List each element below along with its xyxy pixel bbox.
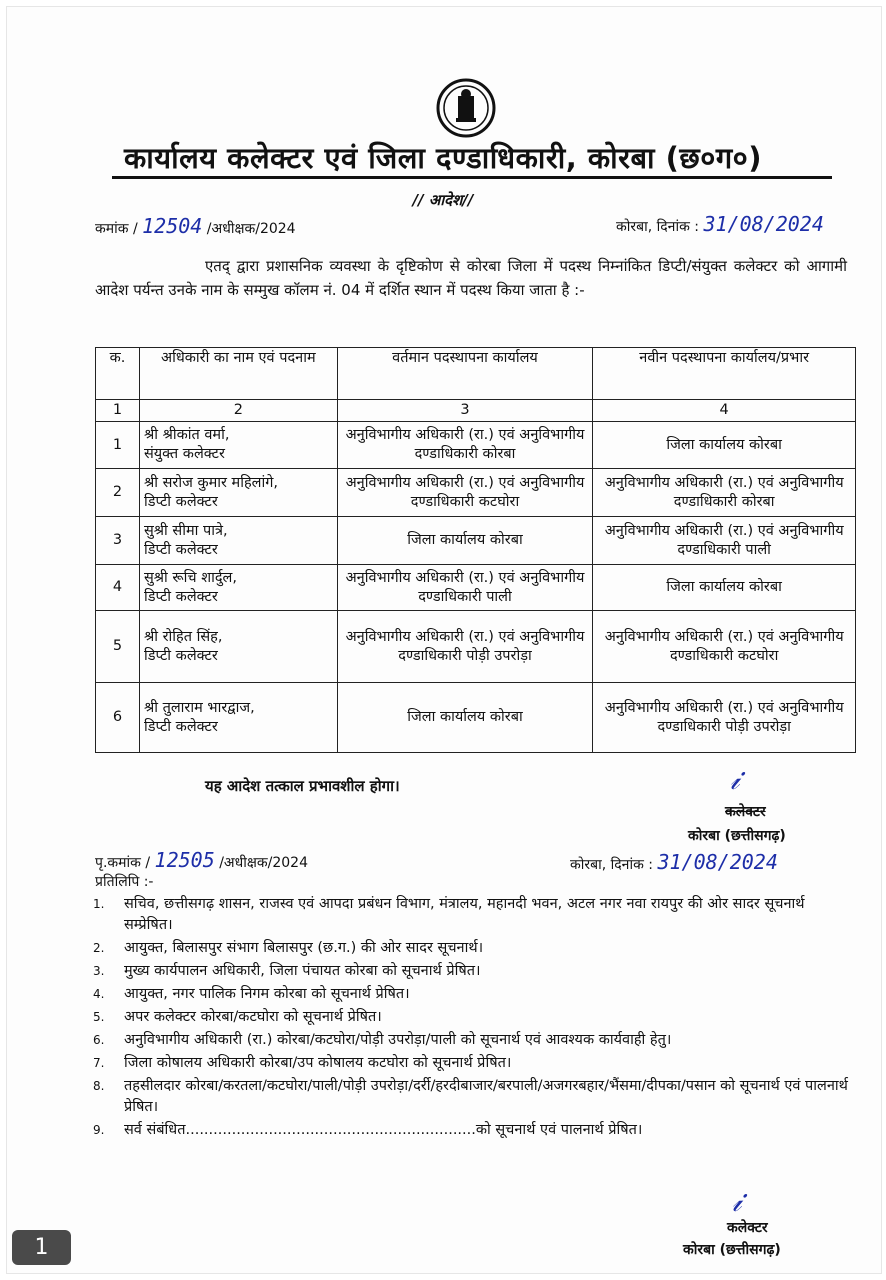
- row-serial: 5: [96, 611, 140, 683]
- order-date: 31/08/2024: [703, 212, 824, 236]
- item-number: 1.: [93, 897, 105, 911]
- item-number: 5.: [93, 1010, 105, 1024]
- officer-designation: डिप्टी कलेक्टर: [143, 718, 218, 735]
- copy-date: 31/08/2024: [657, 850, 778, 874]
- copy-ref: [95, 848, 308, 872]
- new-posting: अनुविभागीय अधिकारी (रा.) एवं अनुविभागीय दण्डाधिकारी कोरबा: [593, 469, 856, 517]
- list-item: [93, 938, 853, 959]
- copy-ref-suffix: /अधीक्षक/2024: [219, 855, 308, 871]
- officer-name: श्री श्रीकांत वर्मा,: [143, 427, 230, 443]
- collector-place: कोरबा (छत्तीसगढ़): [688, 828, 786, 844]
- column-number: 3: [337, 400, 593, 422]
- copy-place-date: [570, 850, 778, 874]
- order-place-date: [616, 212, 824, 236]
- collector-title: कलेक्टर: [725, 804, 766, 820]
- order-heading: // आदेश//: [412, 191, 474, 209]
- row-serial: 4: [96, 565, 140, 611]
- row-serial: 1: [96, 422, 140, 469]
- item-number: 3.: [93, 964, 105, 978]
- current-posting: जिला कार्यालय कोरबा: [337, 683, 593, 753]
- officer-name: सुश्री सीमा पात्रे,: [143, 522, 228, 539]
- table-row: [96, 469, 856, 517]
- item-text: अनुविभागीय अधिकारी (रा.) कोरबा/कटघोरा/पोड़ी उपरोड़ा/पाली को सूचनार्थ एवं आवश्यक कार्यवाही हेतु।: [124, 1032, 672, 1048]
- item-text: जिला कोषालय अधिकारी कोरबा/उप कोषालय कटघोरा को सूचनार्थ प्रेषित।: [124, 1055, 512, 1071]
- list-item: [93, 961, 853, 982]
- officer-cell: [139, 683, 337, 753]
- officer-designation: डिप्टी कलेक्टर: [143, 541, 218, 558]
- officer-designation: डिप्टी कलेक्टर: [143, 647, 218, 664]
- row-serial: 6: [96, 683, 140, 753]
- order-number: 12504: [142, 214, 203, 238]
- item-number: 9.: [93, 1123, 105, 1137]
- order-ref: [95, 214, 296, 238]
- officer-cell: [139, 565, 337, 611]
- posting-table: [95, 347, 856, 753]
- current-posting: अनुविभागीय अधिकारी (रा.) एवं अनुविभागीय दण्डाधिकारी कोरबा: [337, 422, 593, 469]
- item-text: आयुक्त, नगर पालिक निगम कोरबा को सूचनार्थ प्रेषित।: [124, 986, 410, 1002]
- collector-title: कलेक्टर: [727, 1220, 768, 1236]
- header-officer: अधिकारी का नाम एवं पदनाम: [139, 348, 337, 400]
- copy-ref-prefix: पृ.कमांक /: [95, 855, 151, 871]
- column-number: 2: [139, 400, 337, 422]
- list-item: [93, 1007, 853, 1028]
- effective-note: यह आदेश तत्काल प्रभावशील होगा।: [205, 777, 400, 795]
- table-header-row: [96, 348, 856, 400]
- item-text: आयुक्त, बिलासपुर संभाग बिलासपुर (छ.ग.) की ओर सादर सूचनार्थ।: [124, 940, 484, 956]
- officer-designation: संयुक्त कलेक्टर: [143, 446, 225, 462]
- list-item: [93, 894, 853, 936]
- column-number: 1: [96, 400, 140, 422]
- item-number: 6.: [93, 1033, 105, 1047]
- new-posting: अनुविभागीय अधिकारी (रा.) एवं अनुविभागीय दण्डाधिकारी पोड़ी उपरोड़ा: [593, 683, 856, 753]
- copy-heading: प्रतिलिपि :-: [95, 874, 154, 890]
- current-posting: अनुविभागीय अधिकारी (रा.) एवं अनुविभागीय दण्डाधिकारी कटघोरा: [337, 469, 593, 517]
- officer-name: श्री रोहित सिंह,: [143, 628, 223, 645]
- office-title: कार्यालय कलेक्टर एवं जिला दण्डाधिकारी, कोरबा (छ०ग०): [123, 141, 762, 175]
- copy-ref-number: 12505: [154, 848, 215, 872]
- page-indicator[interactable]: 1: [12, 1230, 71, 1265]
- signature-mark: 𝒾: [730, 762, 740, 797]
- current-posting: अनुविभागीय अधिकारी (रा.) एवं अनुविभागीय दण्डाधिकारी पोड़ी उपरोड़ा: [337, 611, 593, 683]
- officer-name: सुश्री रूचि शार्दुल,: [143, 569, 237, 586]
- table-row: [96, 683, 856, 753]
- row-serial: 2: [96, 469, 140, 517]
- state-emblem-icon: [436, 76, 496, 140]
- item-number: 2.: [93, 941, 105, 955]
- order-place-label: कोरबा, दिनांक :: [616, 219, 699, 235]
- signature-mark: 𝒾: [732, 1184, 742, 1219]
- officer-cell: [139, 469, 337, 517]
- column-number: 4: [593, 400, 856, 422]
- officer-designation: डिप्टी कलेक्टर: [143, 588, 218, 605]
- table-row: [96, 611, 856, 683]
- officer-cell: [139, 422, 337, 469]
- item-number: 4.: [93, 987, 105, 1001]
- officer-name: श्री तुलाराम भारद्वाज,: [143, 699, 255, 716]
- header-new-posting: नवीन पदस्थापना कार्यालय/प्रभार: [593, 348, 856, 400]
- collector-place: कोरबा (छत्तीसगढ़): [683, 1242, 781, 1258]
- table-row: [96, 517, 856, 565]
- officer-cell: [139, 611, 337, 683]
- order-ref-suffix: /अधीक्षक/2024: [206, 221, 296, 237]
- table-row: [96, 422, 856, 469]
- copy-list: [93, 894, 853, 1143]
- new-posting: जिला कार्यालय कोरबा: [593, 565, 856, 611]
- row-serial: 3: [96, 517, 140, 565]
- table-row: [96, 565, 856, 611]
- item-number: 8.: [93, 1079, 105, 1093]
- item-text: अपर कलेक्टर कोरबा/कटघोरा को सूचनार्थ प्रेषित।: [124, 1009, 382, 1025]
- item-text: मुख्य कार्यपालन अधिकारी, जिला पंचायत कोरबा को सूचनार्थ प्रेषित।: [124, 963, 481, 979]
- item-number: 7.: [93, 1056, 105, 1070]
- header-current-posting: वर्तमान पदस्थापना कार्यालय: [337, 348, 593, 400]
- item-text: सर्व संबंधित...............................................................को सूचनार्थ एवं पालनार्थ प्रेषित।: [124, 1122, 643, 1138]
- item-text: तहसीलदार कोरबा/करतला/कटघोरा/पाली/पोड़ी उपरोड़ा/दर्री/हरदीबाजार/बरपाली/अजगरबहार/भैंसमा/दीपका/पसान को सूचनार्थ एवं पालनार्थ प्रेषित।: [124, 1078, 848, 1115]
- copy-place-label: कोरबा, दिनांक :: [570, 857, 653, 873]
- officer-designation: डिप्टी कलेक्टर: [143, 493, 218, 510]
- officer-cell: [139, 517, 337, 565]
- list-item: [93, 984, 853, 1005]
- order-ref-prefix: कमांक /: [95, 221, 138, 237]
- new-posting: जिला कार्यालय कोरबा: [593, 422, 856, 469]
- new-posting: अनुविभागीय अधिकारी (रा.) एवं अनुविभागीय दण्डाधिकारी पाली: [593, 517, 856, 565]
- item-text: सचिव, छत्तीसगढ़ शासन, राजस्व एवं आपदा प्रबंधन विभाग, मंत्रालय, महानदी भवन, अटल नगर नवा रायपुर की ओर सादर सूचनार्थ सम्प्रेषित।: [124, 896, 805, 933]
- officer-name: श्री सरोज कुमार महिलांगे,: [143, 474, 279, 491]
- list-item: [93, 1053, 853, 1074]
- header-serial: क.: [96, 348, 140, 400]
- new-posting: अनुविभागीय अधिकारी (रा.) एवं अनुविभागीय दण्डाधिकारी कटघोरा: [593, 611, 856, 683]
- column-number-row: [96, 400, 856, 422]
- current-posting: अनुविभागीय अधिकारी (रा.) एवं अनुविभागीय दण्डाधिकारी पाली: [337, 565, 593, 611]
- title-underline: [112, 176, 832, 179]
- list-item: [93, 1076, 853, 1118]
- intro-paragraph: एतद् द्वारा प्रशासनिक व्यवस्था के दृष्टिकोण से कोरबा जिला में पदस्थ निम्नांकित डिप्टी/संयुक्त कलेक्टर को आगामी आदेश पर्यन्त उनके नाम के सम्मुख कॉलम नं. 04 में दर्शित स्थान में पदस्थ किया जाता है :-: [95, 257, 847, 299]
- current-posting: जिला कार्यालय कोरबा: [337, 517, 593, 565]
- list-item: [93, 1120, 853, 1141]
- list-item: [93, 1030, 853, 1051]
